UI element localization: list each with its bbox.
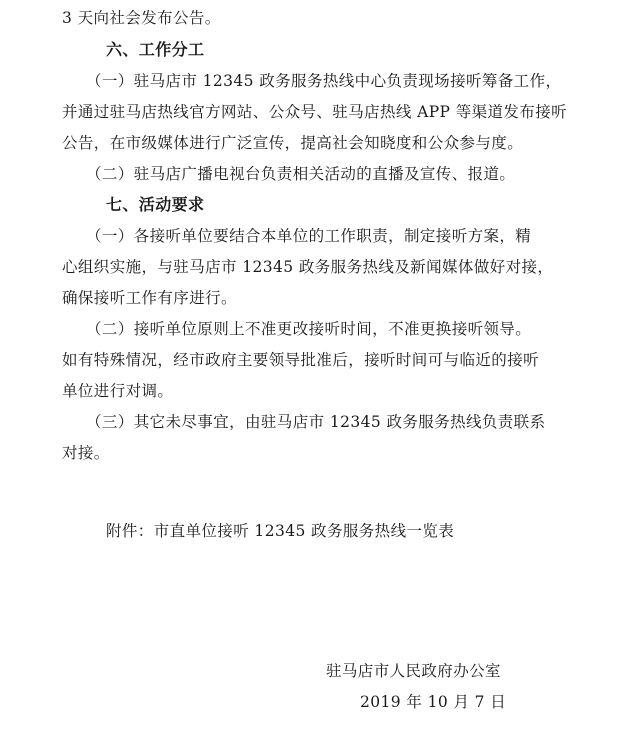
text-line: 单位进行对调。 [62,382,174,400]
text-line: 如有特殊情况，经市政府主要领导批准后，接听时间可与临近的接听 [62,351,540,369]
text-line: （一）各接听单位要结合本单位的工作职责，制定接听方案，精 [86,227,532,245]
issue-date: 2019 年 10 月 7 日 [360,693,507,711]
text-line: （三）其它未尽事宜，由驻马店市 12345 政务服务热线负责联系 [86,413,546,431]
text-line: （二）驻马店广播电视台负责相关活动的直播及宣传、报道。 [86,165,516,183]
section-heading-activity-requirements: 七、活动要求 [106,195,205,214]
text-line: 对接。 [62,444,110,462]
issuing-office: 驻马店市人民政府办公室 [326,662,501,680]
text-line: 公告，在市级媒体进行广泛宣传，提高社会知晓度和公众参与度。 [62,134,524,152]
text-line: 并通过驻马店热线官方网站、公众号、驻马店热线 APP 等渠道发布接听 [62,103,568,121]
section-heading-work-division: 六、工作分工 [106,40,205,59]
text-line: 心组织实施，与驻马店市 12345 政务服务热线及新闻媒体做好对接， [62,258,554,276]
text-line: （二）接听单位原则上不准更改接听时间，不准更换接听领导。 [86,320,532,338]
text-line: 3 天向社会发布公告。 [62,9,221,27]
text-line: 确保接听工作有序进行。 [62,289,237,307]
attachment-line: 附件：市直单位接听 12345 政务服务热线一览表 [106,522,455,540]
text-line: （一）驻马店市 12345 政务服务热线中心负责现场接听筹备工作， [86,72,562,90]
